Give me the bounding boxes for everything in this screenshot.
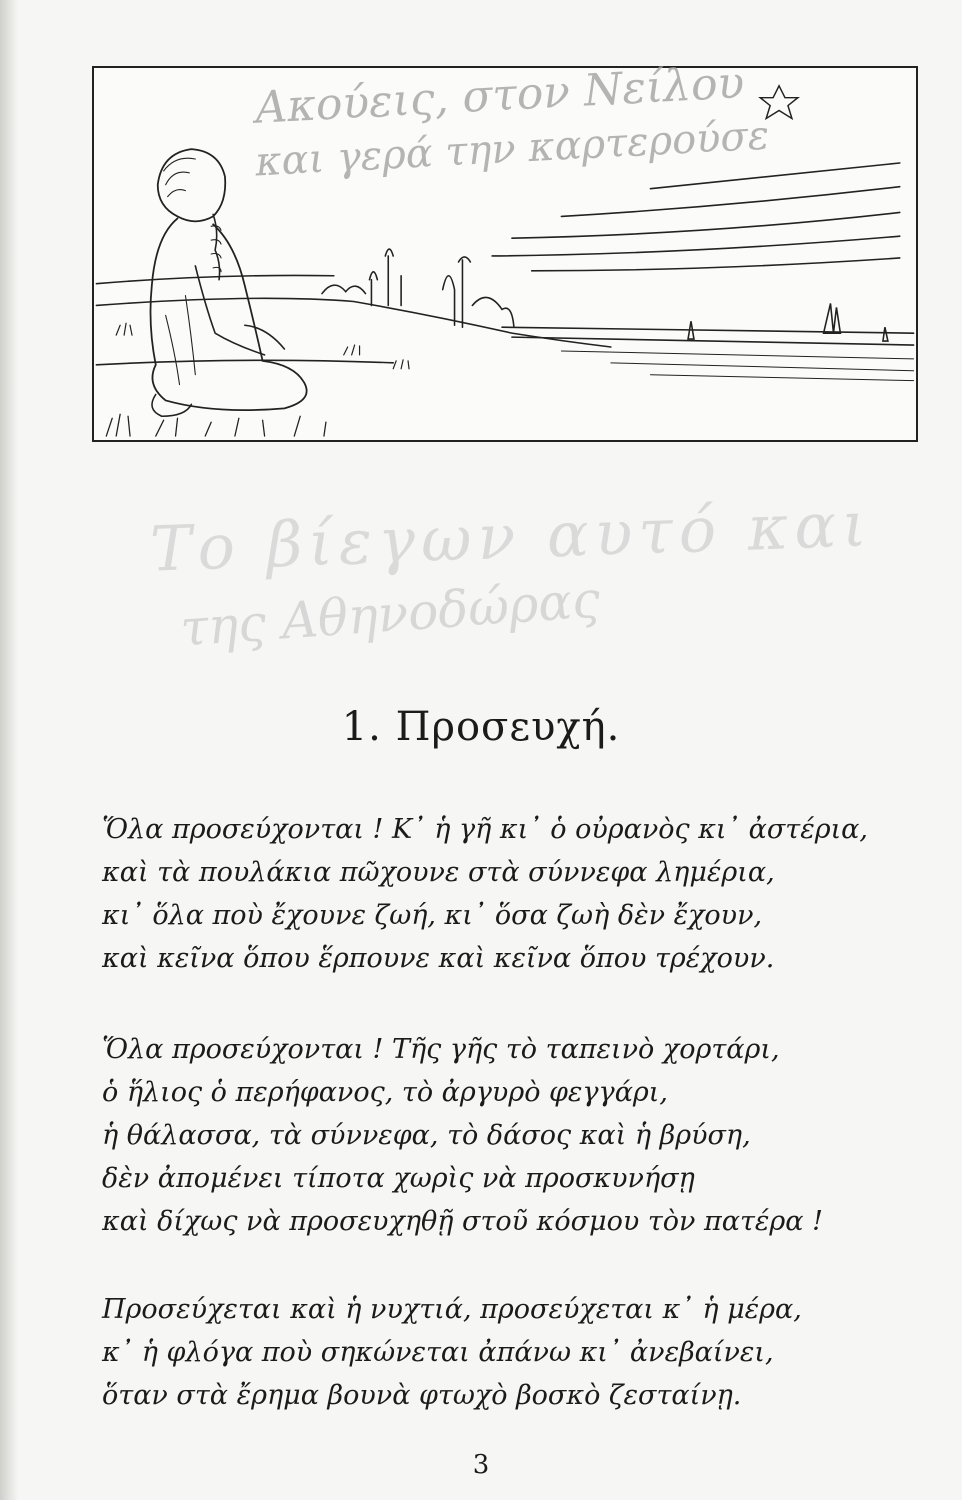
stanza (102, 1288, 922, 1417)
handwriting-line: και γερά την καρτερούσε (254, 112, 771, 186)
poem-line: καὶ κεῖνα ὅπου ἕρπουνε καὶ κεῖνα ὅπου τρέχουν. (102, 943, 775, 974)
poem-line: ὅταν στὰ ἔρημα βουνὰ φτωχὸ βοσκὸ ζεσταίνῃ. (102, 1380, 742, 1411)
stanza (102, 1028, 922, 1243)
poem-line: Προσεύχεται καὶ ἡ νυχτιά, προσεύχεται κ᾽ ἡ μέρα, (102, 1294, 802, 1325)
poem-line: κ᾽ ἡ φλόγα ποὺ σηκώνεται ἀπάνω κι᾽ ἀνεβαίνει, (102, 1337, 774, 1368)
poem-line: δὲν ἀπομένει τίποτα χωρὶς νὰ προσκυνήσῃ (102, 1163, 695, 1194)
poem-line: καὶ δίχως νὰ προσευχηθῇ στοῦ κόσμου τὸν πατέρα ! (102, 1206, 823, 1237)
poem-line: ἡ θάλασσα, τὰ σύννεφα, τὸ δάσος καὶ ἡ βρύση, (102, 1120, 751, 1151)
handwriting-line: Ακούεις, στον Νείλου (254, 57, 746, 134)
poem-line: καὶ τὰ πουλάκια πῶχουνε στὰ σύννεφα λημέρια, (102, 857, 775, 888)
poem-line: ὁ ἥλιος ὁ περήφανος, τὸ ἀργυρὸ φεγγάρι, (102, 1077, 668, 1108)
illustration-girl-looking-at-star (92, 66, 918, 442)
handwriting-line: Το βίεγων αυτό και (148, 487, 874, 586)
poem-line: κι᾽ ὅλα ποὺ ἔχουνε ζωή, κι᾽ ὅσα ζωὴ δὲν ἔχουν, (102, 900, 763, 931)
handwriting-signature: της Αθηνοδώρας (178, 570, 602, 658)
poem-line: Ὅλα προσεύχονται ! Κ᾽ ἡ γῆ κι᾽ ὁ οὐρανὸς κι᾽ ἀστέρια, (102, 814, 868, 845)
poem-title: 1. Προσευχή. (341, 704, 621, 750)
page-edge-shadow (0, 0, 18, 1500)
stanza (102, 808, 922, 980)
poem-line: Ὅλα προσεύχονται ! Τῆς γῆς τὸ ταπεινὸ χορτάρι, (102, 1034, 780, 1065)
page-number: 3 (472, 1450, 490, 1480)
illustration-drawing (94, 68, 916, 440)
